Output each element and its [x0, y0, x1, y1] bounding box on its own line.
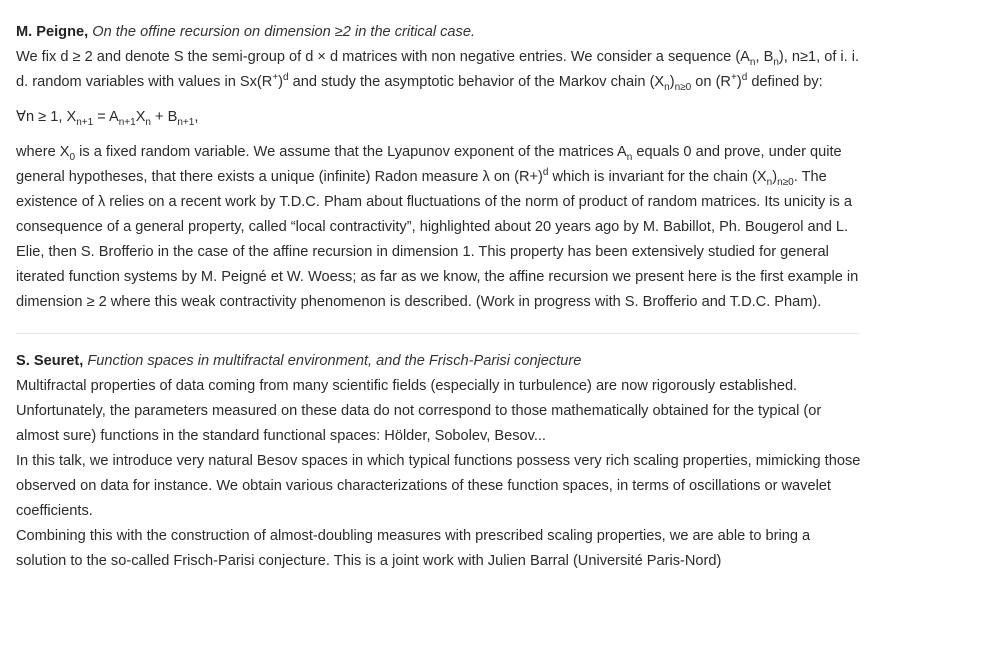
superscript: d — [741, 72, 748, 84]
subscript: n — [749, 56, 756, 68]
text-run: equals 0 and prove, under quite general hypotheses, that there exists a unique (infinite) Radon measure λ on (R+) — [16, 144, 842, 185]
text-run: We fix d ≥ 2 and denote S the semi-group of d × d matrices with non negative entries. We consider a sequence (A — [16, 49, 750, 65]
text-run: + B — [150, 109, 178, 125]
text-run: and study the asymptotic behavior of the Markov chain (X — [288, 74, 665, 90]
subscript: n+1 — [177, 116, 195, 128]
section-divider — [16, 333, 859, 334]
text-run: ) — [772, 169, 778, 185]
text-run: where X — [16, 144, 70, 160]
subscript: n+1 — [118, 116, 136, 128]
superscript: + — [730, 72, 737, 84]
recursion-formula — [16, 105, 861, 130]
subscript: n — [145, 116, 151, 128]
text-run: ) — [669, 74, 675, 90]
text-run: which is invariant for the chain (X — [548, 169, 767, 185]
superscript: d — [542, 167, 549, 179]
text-run: ), n≥1, of i. i. d. random variables with values in Sx(R — [16, 49, 860, 90]
text-run: X — [135, 109, 146, 125]
text-run: , — [194, 109, 199, 125]
author-name: S. Seuret, — [16, 353, 84, 369]
subscript: n — [626, 151, 633, 163]
author-name: M. Peigne, — [16, 24, 89, 40]
text-run: defined by: — [747, 74, 823, 90]
subscript: 0 — [69, 151, 76, 163]
text-run: ) — [278, 74, 284, 90]
talk-title: Function spaces in multifractal environment, and the Frisch-Parisi conjecture — [87, 353, 582, 369]
text-run: on (R — [691, 74, 731, 90]
abstract-paragraph: In this talk, we introduce very natural Besov spaces in which typical functions possess very rich scaling properties, mimicking those observed on data for instance. We obtain various characterizations of these function spaces, in terms of oscillations or wavelet coefficients. — [16, 453, 861, 519]
text-run: , B — [755, 49, 774, 65]
text-run: ) — [736, 74, 742, 90]
talk-title: On the offine recursion on dimension ≥2 in the critical case. — [92, 24, 476, 40]
subscript: n — [773, 56, 779, 68]
subscript: n+1 — [76, 116, 94, 128]
abstract-paragraph: Multifractal properties of data coming from many scientific fields (especially in turbulence) are now rigorously established. Unfortunately, the parameters measured on these data do not correspond to those mathematically obtained for the typical (or almost sure) functions in the standard functional spaces: Hölder, Sobolev, Besov... — [16, 378, 822, 444]
subscript: n≥0 — [674, 81, 692, 93]
abstract-seuret — [16, 349, 861, 574]
subscript: n — [766, 176, 773, 188]
text-run: . The existence of λ relies on a recent work by T.D.C. Pham about fluctuations of the norm of product of random matrices. Its unicity is a consequence of a general property, called “local contractivity”, highlighted about 20 years ago by M. Babillot, Ph. Bougerol and L. Elie, then S. Brofferio in the case of the affine recursion in dimension 1. This property has been extensively studied for general iterated function systems by M. Peigné et W. Woess; as far as we know, the affine recursion we present here is the first example in dimension ≥ 2 where this weak contractivity phenomenon is described. (Work in progress with S. Brofferio and T.D.C. Pham). — [16, 169, 859, 310]
abstracts-content — [16, 20, 861, 574]
abstract-paragraph: Combining this with the construction of almost-doubling measures with prescribed scaling properties, we are able to bring a solution to the so-called Frisch-Parisi conjecture. This is a joint work with Julien Barral (Université Paris-Nord) — [16, 528, 811, 569]
text-run: is a fixed random variable. We assume that the Lyapunov exponent of the matrices A — [75, 144, 627, 160]
abstract-heading — [16, 349, 861, 374]
abstract-heading — [16, 20, 861, 45]
superscript: d — [283, 72, 289, 84]
text-run: = A — [93, 109, 119, 125]
abstract-peigne — [16, 20, 861, 315]
text-run: ∀n ≥ 1, X — [16, 109, 77, 125]
abstract-paragraph — [16, 140, 861, 315]
subscript: n≥0 — [777, 176, 794, 188]
subscript: n — [664, 81, 670, 93]
superscript: + — [272, 72, 279, 84]
abstract-paragraph — [16, 45, 861, 95]
